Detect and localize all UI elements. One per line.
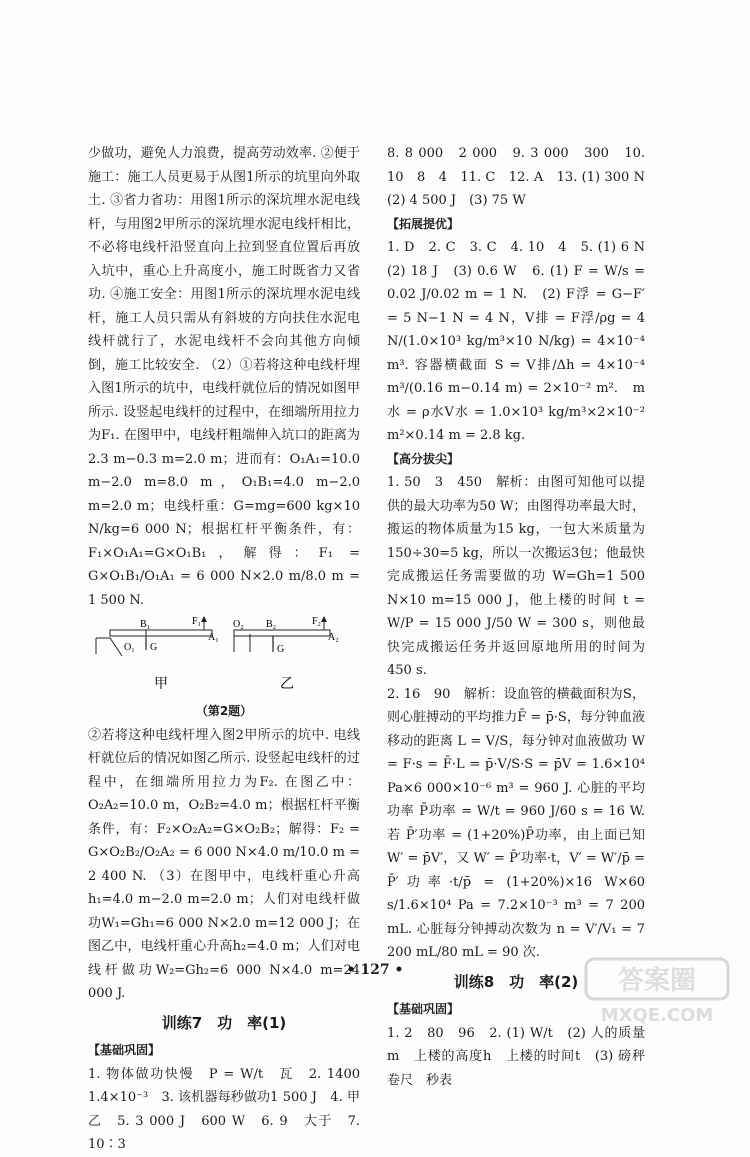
label-g2: G — [277, 644, 285, 655]
lever-diagram — [88, 616, 360, 700]
answer-paragraph: 1. 2 80 96 2. (1) W/t (2) 人的质量m 上楼的高度h 上楼的时间t (3) 磅秤 卷尺 秒表 — [387, 1025, 659, 1088]
page-number: • 127 • — [346, 962, 404, 978]
subsection-label: 【基础巩固】 — [88, 1043, 161, 1057]
left-column — [88, 142, 374, 1157]
subsection-label: 【高分拔尖】 — [387, 451, 460, 466]
label-o1: O₁ — [124, 642, 135, 653]
answer-paragraph: 1. 物体做功快慢 P = W/t 瓦 2. 1400 1.4×10⁻³ 3. 该机器每秒做功1 500 J 4. 甲 乙 5. 3 000 J 600 W 6. 9 大于 7. 10∶3 — [88, 1066, 374, 1152]
subsection-label: 【基础巩固】 — [387, 1002, 460, 1016]
subsection-label: 【拓展提优】 — [387, 216, 460, 231]
watermark-logo — [582, 955, 732, 1027]
figure-caption: （第2题） — [195, 704, 253, 718]
lever-figure — [88, 616, 360, 700]
answer-paragraph: 2. 16 90 解析：设血管的横截面积为S，则心脏搏动的平均推力F̄ = p̄·S，每分钟血液移动的距离 L = V/S，每分钟对血液做功 W = F·s = F̄·L = p̄·V/S·S = p̄V = 1.6×10⁴ Pa×6 000×10⁻⁶ m³ = 960 J. 心脏的平均功率 P̄功率 = W/t = 960 J/60 s = 16 W. 若 P̄′功率 = (1+20%)P̄功率，由上面已知 W′ = p̄V′，又 W′ = P̄′功率·t，V′ = W′/p̄ = P̄′功率·t/p̄ = (1+20%)×16 W×60 s/1.6×10⁴ Pa = 7.2×10⁻³ m³ = 7 200 mL. 心脏每分钟搏动次数为 n = V′/V₁ = 7 200 mL/80 mL = 90 次. — [387, 686, 645, 960]
section-heading: 训练8 功 率(2) — [453, 972, 579, 991]
label-a2: A₂ — [328, 632, 339, 643]
label-b2: B₂ — [266, 619, 277, 630]
answer-paragraph: 1. D 2. C 3. C 4. 10 4 5. (1) 6 N (2) 18 J (3) 0.6 W 6. (1) F = W/s = 0.02 J/0.02 m = 1 N. (2) F浮 = G−F′ = 5 N−1 N = 4 N，V排 = F浮/ρg = 4 N/(1.0×10³ kg/m³×10 N/kg) = 4×10⁻⁴ m³. 容器横截面 S = V排/Δh = 4×10⁻⁴ m³/(0.16 m−0.14 m) = 2×10⁻² m². m水 = ρ水V水 = 1.0×10³ kg/m³×2×10⁻² m²×0.14 m = 2.8 kg. — [387, 240, 659, 443]
label-g1: G — [150, 642, 158, 653]
answer-paragraph: 1. 50 3 450 解析：由图可知他可以提供的最大功率为50 W；由图得功率最大时，搬运的物体质量为15 kg，一包大米质量为150÷30=5 kg，所以一次搬运3包；他最快完成搬运任务需要做的功 W=Gh=1 500 N×10 m=15 000 J，他上楼的时间 t = W/P = 15 000 J/50 W = 300 s，则他最快完成搬运任务并返回原地所用的时间为450 s. — [387, 475, 645, 678]
label-a1: A₁ — [208, 632, 219, 643]
svg-text:MXQE.COM: MXQE.COM — [600, 1005, 714, 1026]
answer-paragraph: 少做功，避免人力浪费，提高劳动效率. ②便于施工：施工人员更易于从图1所示的坑里向外取土. ③省力省功：用图1所示的深坑埋水泥电线杆，与用图2甲所示的深坑埋水泥电线杆相比，不必将电线杆沿竖直向上拉到竖直位置后再放入坑中，重心上升高度小，施工时既省力又省功. ④施工安全：用图1所示的深坑埋水泥电线杆，施工人员只需从有斜坡的方向扶住水泥电线杆就行了，水泥电线杆不会向其他方向倾倒，施工比较安全. （2）①若将这种电线杆埋入图1所示的坑中，电线杆就位后的情况如图甲所示. 设竖起电线杆的过程中，在细端所用拉力为F₁. 在图甲中，电线杆粗端伸入坑口的距离为2.3 m−0.3 m=2.0 m；进而有：O₁A₁=10.0 m−2.0 m=8.0 m，O₁B₁=4.0 m−2.0 m=2.0 m；电线杆重：G=mg=600 kg×10 N/kg=6 000 N；根据杠杆平衡条件，有：F₁×O₁A₁=G×O₁B₁，解得：F₁ = G×O₁B₁/O₁A₁ = 6 000 N×2.0 m/8.0 m = 1 500 N. — [88, 146, 360, 608]
label-f1: F₁ — [192, 616, 202, 627]
label-jia: 甲 — [154, 677, 168, 692]
label-o2: O₂ — [233, 619, 244, 630]
svg-text:答案圈: 答案圈 — [617, 966, 697, 996]
label-yi: 乙 — [280, 677, 294, 692]
label-f2: F₂ — [312, 616, 322, 627]
label-b1: B₁ — [140, 619, 151, 630]
section-heading: 训练7 功 率(1) — [161, 1013, 287, 1032]
answer-paragraph: ②若将这种电线杆埋入图2甲所示的坑中. 电线杆就位后的情况如图乙所示. 设竖起电线杆的过程中，在细端所用拉力为F₂. 在图乙中：O₂A₂=10.0 m，O₂B₂=4.0 m；根据杠杆平衡条件，有：F₂×O₂A₂=G×O₂B₂；解得：F₂ = G×O₂B₂/O₂A₂ = 6 000 N×4.0 m/10.0 m = 2 400 N. （3）在图甲中，电线杆重心升高h₁=4.0 m−2.0 m=2.0 m；人们对电线杆做功W₁=Gh₁=6 000 N×2.0 m=12 000 J；在图乙中，电线杆重心升高h₂=4.0 m；人们对电线杆做功W₂=Gh₂=6 000 N×4.0 m=24 000 J. — [88, 727, 360, 1001]
answer-paragraph: 8. 8 000 2 000 9. 3 000 300 10. 10 8 4 11. C 12. A 13. (1) 300 N (2) 4 500 J (3) 75 W — [387, 146, 659, 208]
